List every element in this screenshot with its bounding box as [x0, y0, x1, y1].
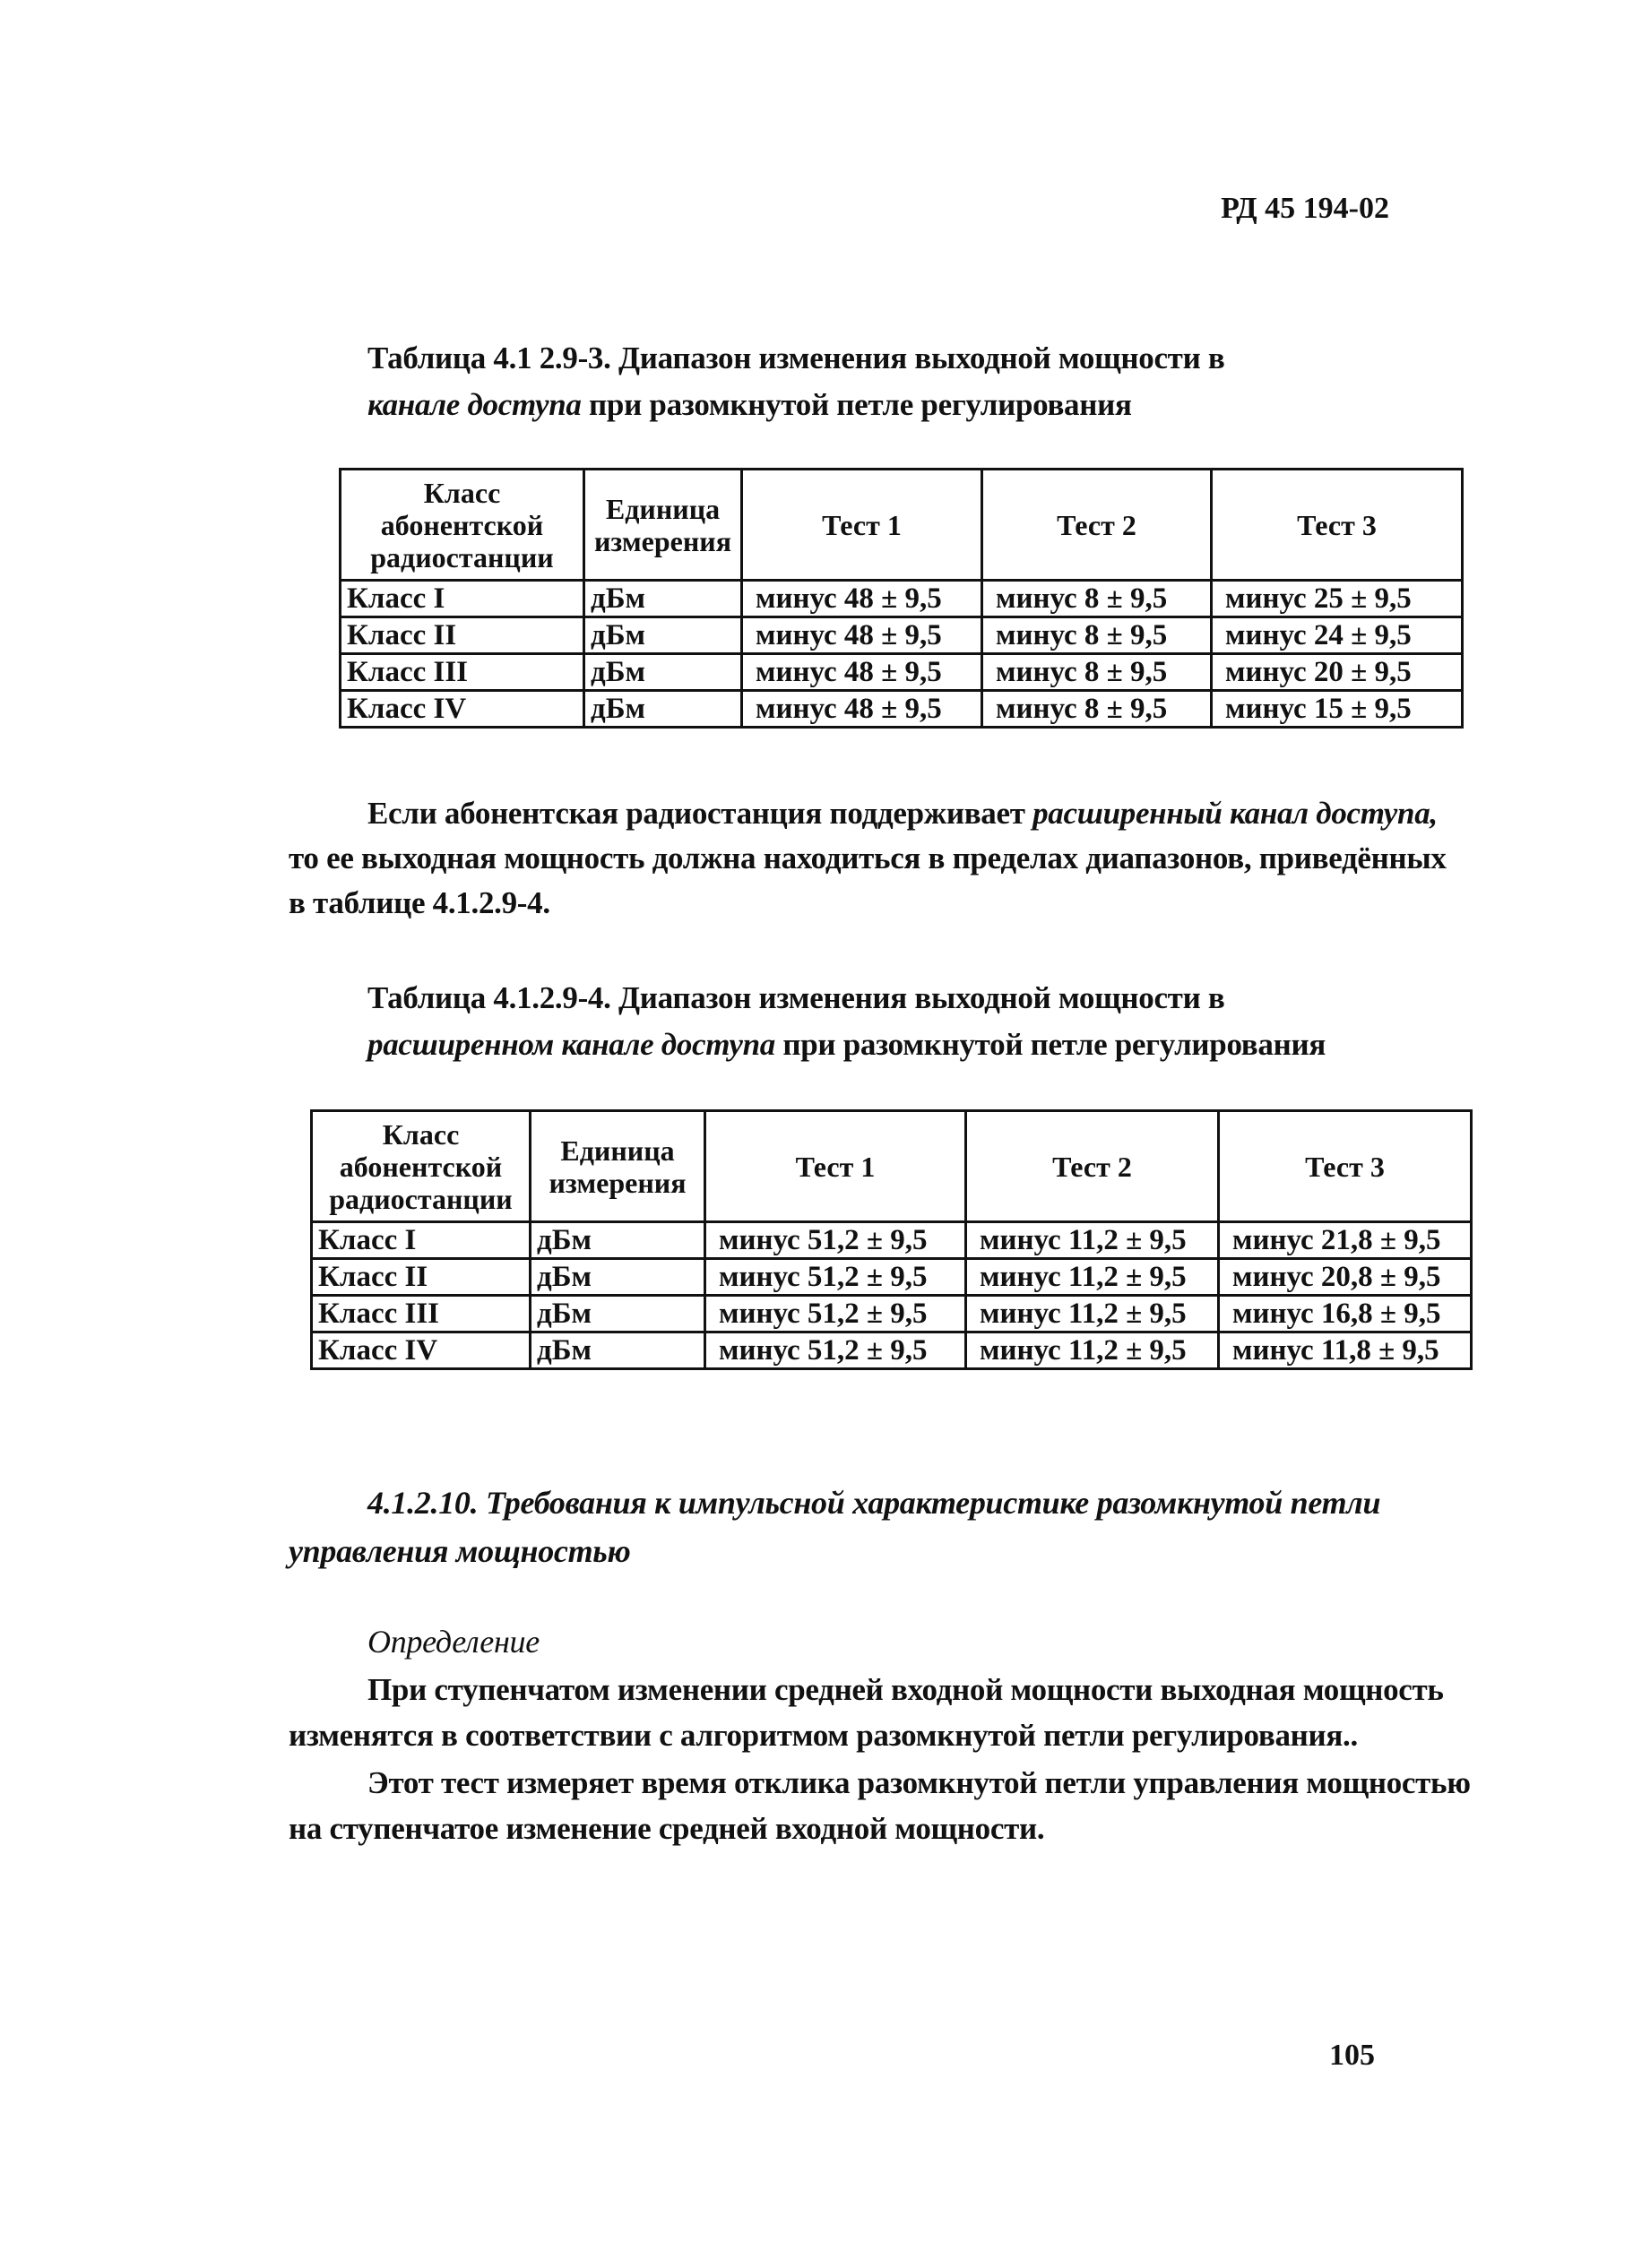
table1-cell-test3: минус 25 ± 9,5: [1212, 581, 1463, 617]
table2-header-test1: Тест 1: [705, 1111, 966, 1222]
table-row: [341, 691, 1463, 728]
table1-cell-test2: минус 8 ± 9,5: [982, 581, 1212, 617]
paragraph1-line1: [367, 796, 1438, 832]
table2-cell-test3: минус 11,8 ± 9,5: [1219, 1332, 1472, 1369]
table1-cell-class: Класс III: [341, 654, 584, 691]
table-row: [312, 1222, 1472, 1259]
table1-cell-test1: минус 48 ± 9,5: [742, 691, 982, 728]
table2-cell-unit: дБм: [531, 1332, 705, 1369]
paragraph1-line3: в таблице 4.1.2.9-4.: [289, 885, 550, 920]
table1-caption-line1: Таблица 4.1 2.9-3. Диапазон изменения выходной мощности в: [367, 341, 1225, 375]
table1: [339, 468, 1464, 729]
table2-caption-italic: расширенном канале доступа: [367, 1027, 775, 1062]
table1-caption-line2: [367, 387, 1132, 423]
table1-cell-unit: дБм: [584, 654, 742, 691]
table1-caption-rest: при разомкнутой петле регулирования: [581, 387, 1132, 422]
section-body-line: Этот тест измеряет время отклика разомкнутой петли управления мощностью: [367, 1765, 1471, 1800]
table2-cell-test3: минус 16,8 ± 9,5: [1219, 1296, 1472, 1332]
table2-cell-unit: дБм: [531, 1259, 705, 1296]
table2-header-row: [312, 1111, 1472, 1222]
table-row: [341, 617, 1463, 654]
page-number: 105: [1329, 2039, 1375, 2072]
table1-cell-unit: дБм: [584, 617, 742, 654]
paragraph1-text: Если абонентская радиостанция поддерживает: [367, 796, 1033, 831]
paragraph1-emphasis: расширенный канал доступа,: [1033, 796, 1438, 831]
table2-cell-test2: минус 11,2 ± 9,5: [966, 1259, 1219, 1296]
table1-cell-test3: минус 15 ± 9,5: [1212, 691, 1463, 728]
section-body-line: При ступенчатом изменении средней входной мощности выходная мощность: [367, 1672, 1444, 1707]
table1-caption-italic: канале доступа: [367, 387, 582, 422]
table1-cell-test2: минус 8 ± 9,5: [982, 691, 1212, 728]
table1-cell-class: Класс II: [341, 617, 584, 654]
table2-header-unit: Единица измерения: [531, 1111, 705, 1222]
table1-cell-class: Класс I: [341, 581, 584, 617]
table2: [310, 1109, 1473, 1370]
table1-header-row: [341, 470, 1463, 581]
table2-caption-line2: [367, 1027, 1326, 1063]
table-row: [341, 581, 1463, 617]
table2-caption-line1: Таблица 4.1.2.9-4. Диапазон изменения выходной мощности в: [367, 980, 1225, 1015]
section-heading-line2: управления мощностью: [289, 1533, 631, 1569]
table2-cell-test1: минус 51,2 ± 9,5: [705, 1332, 966, 1369]
section-body-line: изменятся в соответствии с алгоритмом разомкнутой петли регулирования..: [289, 1718, 1358, 1753]
table-row: [312, 1332, 1472, 1369]
table2-cell-test1: минус 51,2 ± 9,5: [705, 1259, 966, 1296]
table1-header-unit: Единица измерения: [584, 470, 742, 581]
table1-cell-test3: минус 24 ± 9,5: [1212, 617, 1463, 654]
table2-cell-class: Класс I: [312, 1222, 531, 1259]
table-row: [312, 1259, 1472, 1296]
table2-cell-class: Класс IV: [312, 1332, 531, 1369]
table1-cell-test1: минус 48 ± 9,5: [742, 581, 982, 617]
table2-cell-test1: минус 51,2 ± 9,5: [705, 1296, 966, 1332]
table1-cell-test2: минус 8 ± 9,5: [982, 654, 1212, 691]
table1-header-test1: Тест 1: [742, 470, 982, 581]
table2-cell-test2: минус 11,2 ± 9,5: [966, 1296, 1219, 1332]
table2-cell-test3: минус 20,8 ± 9,5: [1219, 1259, 1472, 1296]
table2-cell-class: Класс II: [312, 1259, 531, 1296]
table2-cell-test2: минус 11,2 ± 9,5: [966, 1332, 1219, 1369]
table1-cell-class: Класс IV: [341, 691, 584, 728]
table1-cell-test1: минус 48 ± 9,5: [742, 654, 982, 691]
table2-cell-class: Класс III: [312, 1296, 531, 1332]
table1-cell-test1: минус 48 ± 9,5: [742, 617, 982, 654]
table-row: [341, 654, 1463, 691]
table2-cell-test2: минус 11,2 ± 9,5: [966, 1222, 1219, 1259]
table2-cell-test1: минус 51,2 ± 9,5: [705, 1222, 966, 1259]
paragraph1-line2: то ее выходная мощность должна находиться в пределах диапазонов, приведённых: [289, 841, 1447, 875]
table2-caption-rest: при разомкнутой петле регулирования: [774, 1027, 1326, 1062]
table1-cell-unit: дБм: [584, 691, 742, 728]
section-body-line: на ступенчатое изменение средней входной мощности.: [289, 1811, 1045, 1846]
document-code: РД 45 194-02: [1221, 192, 1389, 225]
table2-cell-unit: дБм: [531, 1296, 705, 1332]
table2-header-test3: Тест 3: [1219, 1111, 1472, 1222]
table1-header-class: Класс абонентской радиостанции: [341, 470, 584, 581]
table1-header-test2: Тест 2: [982, 470, 1212, 581]
table1-cell-test2: минус 8 ± 9,5: [982, 617, 1212, 654]
table2-header-class: Класс абонентской радиостанции: [312, 1111, 531, 1222]
table-row: [312, 1296, 1472, 1332]
table1-cell-test3: минус 20 ± 9,5: [1212, 654, 1463, 691]
table2-cell-unit: дБм: [531, 1222, 705, 1259]
definition-label: Определение: [367, 1624, 540, 1660]
table1-cell-unit: дБм: [584, 581, 742, 617]
table2-cell-test3: минус 21,8 ± 9,5: [1219, 1222, 1472, 1259]
section-heading-line1: 4.1.2.10. Требования к импульсной характеристике разомкнутой петли: [367, 1485, 1381, 1521]
table2-header-test2: Тест 2: [966, 1111, 1219, 1222]
table1-header-test3: Тест 3: [1212, 470, 1463, 581]
